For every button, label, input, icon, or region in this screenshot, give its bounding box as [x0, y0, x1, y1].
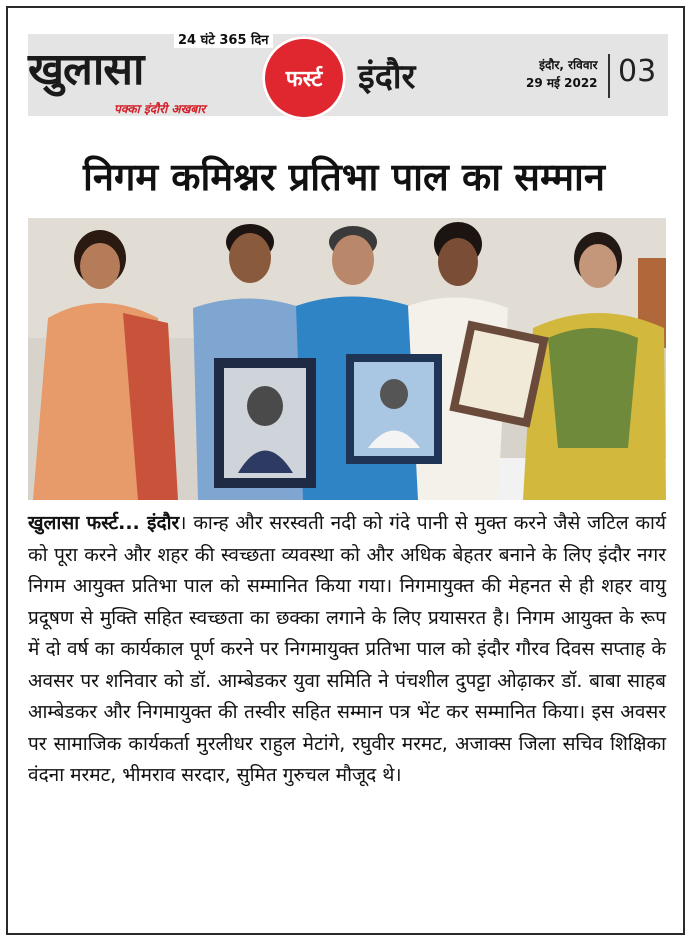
divider	[608, 54, 610, 98]
first-badge-logo: फर्स्ट	[262, 36, 346, 120]
dateline: खुलासा फर्स्ट... इंदौर	[28, 512, 180, 534]
article-text: कान्ह और सरस्वती नदी को गंदे पानी से मुक्त करने जैसे जटिल कार्य को पूरा करने और शहर की स्वच्छता व्यवस्था को और अधिक बेहतर बनाने के लिए इंदौर नगर निगम आयुक्त प्रतिभा पाल को सम्मानित किया गया। निगमायुक्त की मेहनत से ही शहर वायु प्रदूषण से मुक्ति सहित स्वच्छता का छक्का लगाने के लिए प्रयासरत है। निगम आयुक्त के रूप में दो वर्ष का कार्यकाल पूर्ण करने पर निगमायुक्त प्रतिभा पाल को इंदौर गौरव दिवस सप्ताह के अवसर पर शनिवार को डॉ. आम्बेडकर युवा समिति ने पंचशील दुपट्टा ओढ़ाकर डॉ. बाबा साहब आम्बेडकर और निगमायुक्त की तस्वीर सहित सम्मान पत्र भेंट कर सम्मानित किया। इस अवसर पर सामाजिक कार्यकर्ता मुरलीधर राहुल मेटांगे, रघुवीर मरमट, अजाक्स जिला सचिव शिक्षिका वंदना मरमट, भीमराव सरदार, सुमित गुरुचल मौजूद थे।	[28, 512, 667, 786]
tagline-bottom: पक्का इंदौरी अखबार	[114, 102, 206, 116]
date: 29 मई 2022	[526, 76, 598, 90]
article-body	[28, 508, 666, 792]
masthead	[28, 30, 668, 118]
dateline-separator: ।	[179, 512, 187, 534]
edition-city: इंदौर	[358, 57, 416, 97]
tagline-top: 24 घंटे 365 दिन	[174, 30, 273, 48]
headline: निगम कमिश्नर प्रतिभा पाल का सम्मान	[83, 155, 605, 199]
place-day: इंदौर, रविवार	[539, 58, 598, 72]
news-photo	[28, 218, 666, 500]
issue-date	[526, 56, 598, 92]
photo-illustration	[28, 218, 666, 500]
page-number: 03	[618, 54, 657, 89]
brand-logo: खुलासा	[28, 44, 144, 95]
